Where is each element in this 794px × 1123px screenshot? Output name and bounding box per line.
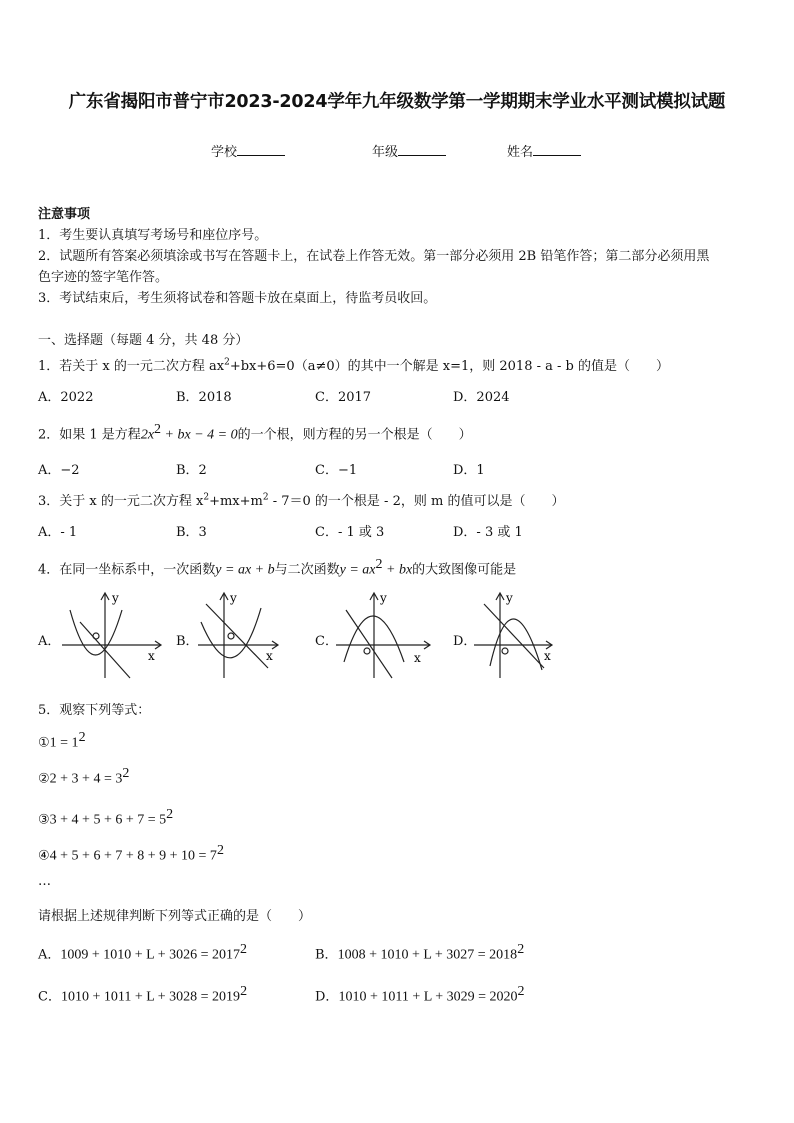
q5-option-a-body: 1009 + 1010 + L + 3026 = 2017 bbox=[60, 947, 241, 963]
notice-item-3: 3．考试结束后，考生须将试卷和答题卡放在桌面上，待监考员收回。 bbox=[38, 291, 437, 306]
q1-pre: 1．若关于 x 的一元二次方程 ax bbox=[38, 359, 225, 374]
name-field bbox=[507, 141, 581, 160]
q5-eq-4-sup: 2 bbox=[216, 843, 224, 858]
q3-option-b[interactable]: B．3 bbox=[176, 525, 207, 540]
q1-option-b[interactable]: B．2018 bbox=[176, 390, 232, 405]
q5-option-c-sup: 2 bbox=[240, 984, 248, 999]
q4-graph-b[interactable] bbox=[196, 590, 291, 680]
notice-item-2: 2．试题所有答案必须填涂或书写在答题卡上，在试卷上作答无效。第一部分必须用 2B 铅笔作答；第二部分必须用黑 bbox=[38, 249, 710, 264]
q5-eq-3-lhs: 3 + 4 + 5 + 6 + 7 = 5 bbox=[49, 812, 167, 828]
q4-f2a: y = ax bbox=[339, 562, 376, 578]
q5-eq-2-sup: 2 bbox=[122, 766, 130, 781]
q2-eq-sup: 2 bbox=[154, 422, 162, 437]
question-1 bbox=[38, 355, 669, 374]
school-field bbox=[211, 141, 285, 160]
q4-graph-c[interactable] bbox=[334, 590, 434, 680]
q1-option-d[interactable]: D．2024 bbox=[453, 390, 510, 405]
q3-option-a[interactable]: A．- 1 bbox=[38, 525, 78, 540]
question-5: 5．观察下列等式： bbox=[38, 703, 151, 718]
q4-f1: y = ax + b bbox=[215, 562, 275, 578]
q4-graph-d[interactable] bbox=[472, 590, 567, 680]
page-title: 广东省揭阳市普宁市2023-2024学年九年级数学第一学期期末学业水平测试模拟试题 bbox=[68, 92, 726, 112]
q1-option-c[interactable]: C．2017 bbox=[315, 390, 372, 405]
q4-graph-b-x-label: x bbox=[266, 649, 273, 663]
notice-item-1: 1．考生要认真填写考场号和座位序号。 bbox=[38, 228, 268, 243]
q3-pre: 3．关于 x 的一元二次方程 x bbox=[38, 494, 204, 509]
q5-option-a-label: A． bbox=[38, 947, 61, 963]
q2-option-a[interactable]: A．−2 bbox=[38, 463, 80, 478]
q5-option-d[interactable] bbox=[315, 984, 525, 1005]
q1-option-a[interactable]: A．2022 bbox=[38, 390, 94, 405]
q3-mid: +mx+m bbox=[209, 494, 263, 509]
q1-post: +bx+6=0（a≠0）的其中一个解是 x=1，则 2018 - a - b 的值是（ ） bbox=[229, 359, 669, 374]
q3-post: - 7＝0 的一个根是 - 2，则 m 的值可以是（ ） bbox=[268, 494, 565, 509]
q5-eq-2 bbox=[38, 766, 129, 787]
q5-eq-4 bbox=[38, 843, 224, 864]
q4-f2b: + bx bbox=[382, 562, 413, 578]
question-4 bbox=[38, 557, 516, 578]
q5-eq-3-num: ③ bbox=[38, 812, 50, 828]
q5-eq-1 bbox=[38, 730, 86, 751]
q4-pre: 4．在同一坐标系中，一次函数 bbox=[38, 562, 216, 578]
question-3 bbox=[38, 490, 564, 509]
q3-sup1: 2 bbox=[203, 492, 210, 503]
q4-option-d-label[interactable]: D． bbox=[453, 634, 477, 649]
q2-post: 的一个根，则方程的另一个根是（ ） bbox=[237, 427, 472, 443]
q1-sup: 2 bbox=[224, 357, 230, 368]
q4-graph-a-y-label: y bbox=[112, 591, 119, 605]
q4-graph-c-x-label: x bbox=[414, 651, 421, 665]
q5-option-b-body: 1008 + 1010 + L + 3027 = 2018 bbox=[337, 947, 518, 963]
q5-eq-2-lhs: 2 + 3 + 4 = 3 bbox=[49, 771, 123, 787]
q5-option-c-label: C． bbox=[38, 989, 61, 1005]
q5-ask: 请根据上述规律判断下列等式正确的是（ ） bbox=[38, 909, 312, 924]
q5-option-d-label: D． bbox=[315, 989, 339, 1005]
q2-option-c[interactable]: C．−1 bbox=[315, 463, 358, 478]
q4-graph-a[interactable] bbox=[60, 590, 170, 680]
q4-graph-d-x-label: x bbox=[544, 649, 551, 663]
q4-option-c-label[interactable]: C． bbox=[315, 634, 338, 649]
q5-option-d-sup: 2 bbox=[517, 984, 525, 999]
grade-blank[interactable] bbox=[398, 143, 446, 156]
q5-option-b-sup: 2 bbox=[517, 942, 525, 957]
notice-item-2-cont: 色字迹的签字笔作答。 bbox=[38, 270, 169, 285]
q5-eq-1-sup: 2 bbox=[78, 730, 86, 745]
q4-graph-a-x-label: x bbox=[148, 649, 155, 663]
q4-graph-d-y-label: y bbox=[506, 591, 513, 605]
q5-option-c[interactable] bbox=[38, 984, 247, 1005]
q5-option-a-sup: 2 bbox=[240, 942, 248, 957]
q5-eq-4-num: ④ bbox=[38, 848, 50, 864]
q5-option-b[interactable] bbox=[315, 942, 524, 963]
q2-eq-b: + bx − 4 = 0 bbox=[161, 427, 238, 443]
q3-option-c[interactable]: C．- 1 或 3 bbox=[315, 525, 385, 540]
q2-eq-a: 2x bbox=[140, 427, 155, 443]
section-heading: 一、选择题（每题 4 分，共 48 分） bbox=[38, 333, 249, 348]
q5-option-c-body: 1010 + 1011 + L + 3028 = 2019 bbox=[60, 989, 241, 1005]
q5-eq-3-sup: 2 bbox=[166, 807, 174, 822]
school-label: 学校 bbox=[211, 145, 238, 160]
question-2 bbox=[38, 422, 472, 443]
q2-option-d[interactable]: D．1 bbox=[453, 463, 485, 478]
q5-option-d-body: 1010 + 1011 + L + 3029 = 2020 bbox=[338, 989, 518, 1005]
q4-graph-c-y-label: y bbox=[380, 591, 387, 605]
q5-ellipsis: … bbox=[38, 874, 51, 889]
q4-post: 的大致图像可能是 bbox=[412, 562, 517, 578]
grade-label: 年级 bbox=[372, 145, 399, 160]
q2-pre: 2．如果 1 是方程 bbox=[38, 427, 141, 443]
q4-f2sup: 2 bbox=[375, 557, 383, 572]
q5-eq-2-num: ② bbox=[38, 771, 50, 787]
q4-option-a-label[interactable]: A． bbox=[38, 634, 61, 649]
q5-eq-1-num: ① bbox=[38, 735, 50, 751]
grade-field bbox=[372, 141, 446, 160]
q4-mid: 与二次函数 bbox=[274, 562, 340, 578]
name-label: 姓名 bbox=[507, 145, 534, 160]
name-blank[interactable] bbox=[533, 143, 581, 156]
school-blank[interactable] bbox=[237, 143, 285, 156]
q5-eq-3 bbox=[38, 807, 173, 828]
q5-eq-4-lhs: 4 + 5 + 6 + 7 + 8 + 9 + 10 = 7 bbox=[49, 848, 217, 864]
q3-sup2: 2 bbox=[262, 492, 269, 503]
q5-option-a[interactable] bbox=[38, 942, 247, 963]
q4-option-b-label[interactable]: B． bbox=[176, 634, 199, 649]
q3-option-d[interactable]: D．- 3 或 1 bbox=[453, 525, 523, 540]
notice-heading: 注意事项 bbox=[38, 207, 91, 222]
q2-option-b[interactable]: B．2 bbox=[176, 463, 207, 478]
q5-eq-1-lhs: 1 = 1 bbox=[49, 735, 79, 751]
q5-option-b-label: B． bbox=[315, 947, 338, 963]
q4-graph-b-y-label: y bbox=[230, 591, 237, 605]
